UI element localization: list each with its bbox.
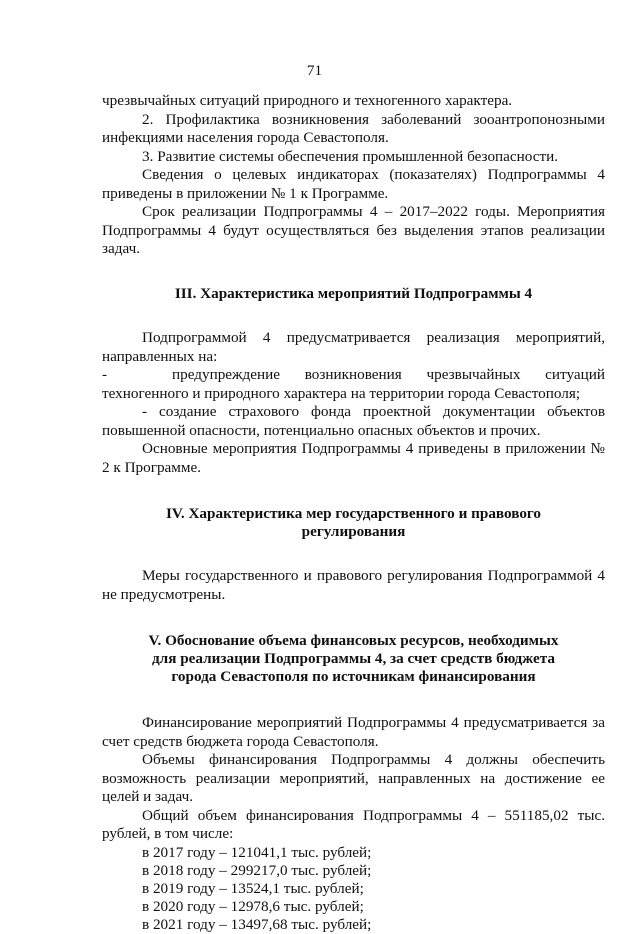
- year-2021: в 2021 году – 13497,68 тыс. рублей;: [142, 915, 372, 933]
- paragraph-task-2: 2. Профилактика возникновения заболеваний зооантропонозными инфекциями населения города Севастополя.: [102, 110, 605, 146]
- section-4-heading-line-2: регулирования: [301, 523, 406, 540]
- section-5-paragraph-3: Общий объем финансирования Подпрограммы 4 – 551185,02 тыс. рублей, в том числе:: [102, 806, 605, 842]
- year-2017: в 2017 году – 121041,1 тыс. рублей;: [142, 843, 372, 861]
- section-5-paragraph-2: Объемы финансирования Подпрограммы 4 должны обеспечить возможность реализации мероприятий, направленных на достижение ее целей и задач.: [102, 751, 605, 805]
- section-4-text: Меры государственного и правового регулирования Подпрограммой 4 не предусмотрены.: [102, 567, 605, 603]
- dash-marker: -: [102, 366, 108, 383]
- section-3-intro: Подпрограммой 4 предусматривается реализация мероприятий, направленных на:: [102, 329, 605, 365]
- paragraph-continuation: чрезвычайных ситуаций природного и техногенного характера.: [102, 92, 513, 109]
- year-2019: в 2019 году – 13524,1 тыс. рублей;: [142, 879, 364, 897]
- section-3-item-1-text: предупреждение возникновения чрезвычайных ситуаций техногенного и природного характера на территории города Севастополя;: [102, 366, 605, 402]
- section-5-paragraph-1: Финансирование мероприятий Подпрограммы 4 предусматривается за счет средств бюджета города Севастополя.: [102, 714, 605, 750]
- section-5-heading: [102, 632, 605, 686]
- section-3-heading: III. Характеристика мероприятий Подпрограммы 4: [174, 284, 533, 302]
- section-5-heading-line-2: для реализации Подпрограммы 4, за счет средств бюджета: [152, 650, 555, 667]
- section-3-closing: Основные мероприятия Подпрограммы 4 приведены в приложении № 2 к Программе.: [102, 440, 605, 476]
- year-2018: в 2018 году – 299217,0 тыс. рублей;: [142, 861, 372, 879]
- section-4-heading-line-1: IV. Характеристика мер государственного и правового: [165, 505, 542, 522]
- page-content: [102, 92, 605, 934]
- paragraph-task-3: 3. Развитие системы обеспечения промышленной безопасности.: [142, 147, 559, 165]
- section-5-heading-line-1: V. Обоснование объема финансовых ресурсов, необходимых: [148, 632, 559, 649]
- section-3-item-2: - создание страхового фонда проектной документации объектов повышенной опасности, потенциально опасных объектов и прочих.: [102, 403, 605, 439]
- page-number: 71: [306, 62, 323, 79]
- paragraph-indicators: Сведения о целевых индикаторах (показателях) Подпрограммы 4 приведены в приложении № 1 к Программе.: [102, 166, 605, 202]
- section-5-heading-line-3: города Севастополя по источникам финансирования: [171, 668, 536, 685]
- year-2020: в 2020 году – 12978,6 тыс. рублей;: [142, 897, 364, 915]
- paragraph-term: Срок реализации Подпрограммы 4 – 2017–2022 годы. Мероприятия Подпрограммы 4 будут осуществляться без выделения этапов реализации задач.: [102, 203, 605, 257]
- section-4-heading: [102, 505, 605, 541]
